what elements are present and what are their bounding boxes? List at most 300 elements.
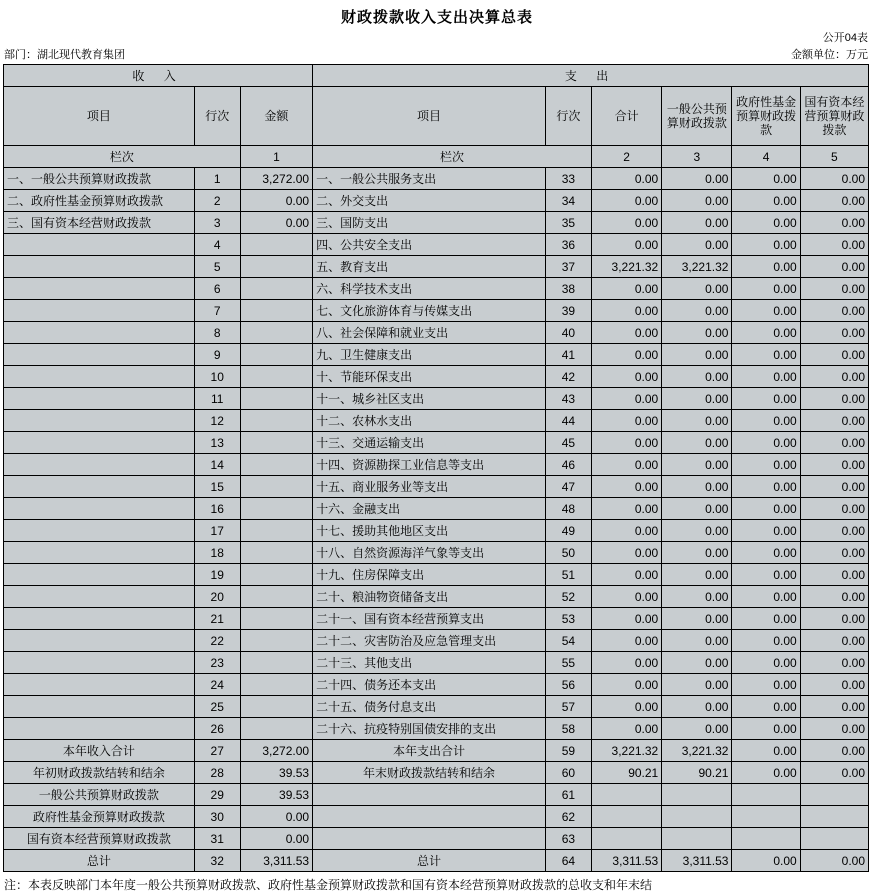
income-amount-cell bbox=[240, 410, 312, 432]
income-amount-cell bbox=[240, 564, 312, 586]
expend-item-cell: 二、外交支出 bbox=[313, 190, 546, 212]
expend-rowno-cell: 57 bbox=[545, 696, 591, 718]
expend-general-cell: 0.00 bbox=[662, 542, 732, 564]
expend-item-cell: 本年支出合计 bbox=[313, 740, 546, 762]
table-row bbox=[4, 542, 869, 564]
expend-total-cell: 3,311.53 bbox=[592, 850, 662, 872]
expend-rowno-cell: 42 bbox=[545, 366, 591, 388]
expend-fund-cell: 0.00 bbox=[732, 322, 800, 344]
income-amount-cell bbox=[240, 718, 312, 740]
table-row bbox=[4, 388, 869, 410]
expend-capital-cell: 0.00 bbox=[800, 278, 868, 300]
expend-general-cell: 0.00 bbox=[662, 564, 732, 586]
expend-fund-cell: 0.00 bbox=[732, 564, 800, 586]
income-rowno-cell: 13 bbox=[194, 432, 240, 454]
expend-fund-cell bbox=[732, 828, 800, 850]
expend-item-cell: 二十六、抗疫特别国债安排的支出 bbox=[313, 718, 546, 740]
table-row bbox=[4, 740, 869, 762]
income-amount-cell bbox=[240, 388, 312, 410]
income-amount-cell: 0.00 bbox=[240, 212, 312, 234]
expend-rowno-cell: 54 bbox=[545, 630, 591, 652]
table-row bbox=[4, 718, 869, 740]
col-header-expend-item: 项目 bbox=[313, 87, 546, 146]
income-rowno-cell: 6 bbox=[194, 278, 240, 300]
income-rowno-cell: 20 bbox=[194, 586, 240, 608]
expend-capital-cell: 0.00 bbox=[800, 718, 868, 740]
expend-fund-cell: 0.00 bbox=[732, 212, 800, 234]
income-amount-cell bbox=[240, 696, 312, 718]
income-rowno-cell: 4 bbox=[194, 234, 240, 256]
expend-rowno-cell: 52 bbox=[545, 586, 591, 608]
expend-general-cell: 3,221.32 bbox=[662, 740, 732, 762]
expend-item-cell: 八、社会保障和就业支出 bbox=[313, 322, 546, 344]
table-row bbox=[4, 168, 869, 190]
income-rowno-cell: 22 bbox=[194, 630, 240, 652]
expend-total-cell: 0.00 bbox=[592, 674, 662, 696]
table-row bbox=[4, 432, 869, 454]
expend-fund-cell: 0.00 bbox=[732, 630, 800, 652]
income-rowno-cell: 19 bbox=[194, 564, 240, 586]
expend-rowno-cell: 56 bbox=[545, 674, 591, 696]
expend-col-label: 栏次 bbox=[313, 146, 592, 168]
expend-total-cell: 0.00 bbox=[592, 322, 662, 344]
income-item-cell bbox=[4, 432, 195, 454]
expend-capital-cell: 0.00 bbox=[800, 850, 868, 872]
income-item-cell: 政府性基金预算财政拨款 bbox=[4, 806, 195, 828]
income-amount-cell bbox=[240, 278, 312, 300]
department-label: 部门：湖北现代教育集团 bbox=[4, 49, 125, 61]
income-amount-cell bbox=[240, 652, 312, 674]
income-item-cell: 三、国有资本经营财政拨款 bbox=[4, 212, 195, 234]
income-rowno-cell: 24 bbox=[194, 674, 240, 696]
expend-general-cell: 90.21 bbox=[662, 762, 732, 784]
expend-item-cell: 六、科学技术支出 bbox=[313, 278, 546, 300]
expend-col-4: 4 bbox=[732, 146, 800, 168]
expend-capital-cell: 0.00 bbox=[800, 762, 868, 784]
expend-fund-cell: 0.00 bbox=[732, 388, 800, 410]
income-amount-cell bbox=[240, 520, 312, 542]
income-item-cell: 本年收入合计 bbox=[4, 740, 195, 762]
income-item-cell bbox=[4, 542, 195, 564]
expend-capital-cell: 0.00 bbox=[800, 432, 868, 454]
meta-row bbox=[0, 46, 874, 64]
table-body bbox=[4, 168, 869, 872]
income-item-cell bbox=[4, 696, 195, 718]
expend-item-cell: 十二、农林水支出 bbox=[313, 410, 546, 432]
income-rowno-cell: 3 bbox=[194, 212, 240, 234]
expend-total-cell: 0.00 bbox=[592, 168, 662, 190]
expend-rowno-cell: 63 bbox=[545, 828, 591, 850]
income-rowno-cell: 21 bbox=[194, 608, 240, 630]
income-item-cell bbox=[4, 718, 195, 740]
expend-rowno-cell: 64 bbox=[545, 850, 591, 872]
unit-label: 金额单位：万元 bbox=[791, 49, 868, 61]
expend-item-cell bbox=[313, 784, 546, 806]
expend-fund-cell: 0.00 bbox=[732, 300, 800, 322]
income-rowno-cell: 18 bbox=[194, 542, 240, 564]
expend-item-cell: 二十五、债务付息支出 bbox=[313, 696, 546, 718]
expend-capital-cell: 0.00 bbox=[800, 410, 868, 432]
income-item-cell: 一、一般公共预算财政拨款 bbox=[4, 168, 195, 190]
expend-total-cell: 0.00 bbox=[592, 344, 662, 366]
col-header-expend-fund: 政府性基金预算财政拨款 bbox=[732, 87, 800, 146]
expend-total-cell: 0.00 bbox=[592, 454, 662, 476]
expend-rowno-cell: 51 bbox=[545, 564, 591, 586]
income-item-cell bbox=[4, 234, 195, 256]
table-row bbox=[4, 234, 869, 256]
col-header-income-item: 项目 bbox=[4, 87, 195, 146]
expend-capital-cell: 0.00 bbox=[800, 212, 868, 234]
table-row bbox=[4, 608, 869, 630]
income-item-cell bbox=[4, 586, 195, 608]
expend-capital-cell: 0.00 bbox=[800, 344, 868, 366]
expend-item-cell: 十七、援助其他地区支出 bbox=[313, 520, 546, 542]
expend-col-5: 5 bbox=[800, 146, 868, 168]
expend-rowno-cell: 49 bbox=[545, 520, 591, 542]
expend-general-cell: 0.00 bbox=[662, 388, 732, 410]
expend-general-cell bbox=[662, 784, 732, 806]
expend-total-cell: 0.00 bbox=[592, 718, 662, 740]
column-header-row bbox=[4, 87, 869, 146]
income-rowno-cell: 28 bbox=[194, 762, 240, 784]
income-col-1: 1 bbox=[240, 146, 312, 168]
expend-rowno-cell: 35 bbox=[545, 212, 591, 234]
income-amount-cell bbox=[240, 300, 312, 322]
expend-total-cell bbox=[592, 806, 662, 828]
table-row bbox=[4, 212, 869, 234]
expend-rowno-cell: 43 bbox=[545, 388, 591, 410]
expend-rowno-cell: 53 bbox=[545, 608, 591, 630]
table-row bbox=[4, 498, 869, 520]
income-rowno-cell: 15 bbox=[194, 476, 240, 498]
expend-fund-cell: 0.00 bbox=[732, 432, 800, 454]
expend-general-cell: 0.00 bbox=[662, 520, 732, 542]
expend-general-cell bbox=[662, 806, 732, 828]
expend-rowno-cell: 59 bbox=[545, 740, 591, 762]
expend-rowno-cell: 34 bbox=[545, 190, 591, 212]
table-row bbox=[4, 344, 869, 366]
expend-fund-cell: 0.00 bbox=[732, 366, 800, 388]
income-amount-cell bbox=[240, 586, 312, 608]
expend-fund-cell: 0.00 bbox=[732, 344, 800, 366]
expend-general-cell: 0.00 bbox=[662, 674, 732, 696]
expend-fund-cell: 0.00 bbox=[732, 762, 800, 784]
expend-rowno-cell: 36 bbox=[545, 234, 591, 256]
income-amount-cell: 3,272.00 bbox=[240, 168, 312, 190]
expend-rowno-cell: 61 bbox=[545, 784, 591, 806]
expend-fund-cell: 0.00 bbox=[732, 850, 800, 872]
expend-total-cell: 0.00 bbox=[592, 410, 662, 432]
table-row bbox=[4, 322, 869, 344]
expend-item-cell: 十一、城乡社区支出 bbox=[313, 388, 546, 410]
table-row bbox=[4, 586, 869, 608]
expend-fund-cell: 0.00 bbox=[732, 234, 800, 256]
expend-item-cell: 十九、住房保障支出 bbox=[313, 564, 546, 586]
expend-capital-cell: 0.00 bbox=[800, 454, 868, 476]
expend-capital-cell: 0.00 bbox=[800, 366, 868, 388]
table-note: 注：本表反映部门本年度一般公共预算财政拨款、政府性基金预算财政拨款和国有资本经营预算财政拨款的总收支和年末结 bbox=[4, 878, 653, 892]
expend-total-cell: 0.00 bbox=[592, 542, 662, 564]
expend-general-cell: 0.00 bbox=[662, 168, 732, 190]
expend-total-cell: 0.00 bbox=[592, 432, 662, 454]
income-item-cell bbox=[4, 454, 195, 476]
expend-general-cell: 0.00 bbox=[662, 234, 732, 256]
expend-general-cell: 0.00 bbox=[662, 498, 732, 520]
expend-total-cell: 90.21 bbox=[592, 762, 662, 784]
expend-capital-cell: 0.00 bbox=[800, 674, 868, 696]
income-amount-cell: 0.00 bbox=[240, 806, 312, 828]
income-item-cell bbox=[4, 388, 195, 410]
expend-item-cell: 二十四、债务还本支出 bbox=[313, 674, 546, 696]
expend-item-cell: 九、卫生健康支出 bbox=[313, 344, 546, 366]
expend-general-cell: 0.00 bbox=[662, 718, 732, 740]
expend-total-cell: 3,221.32 bbox=[592, 740, 662, 762]
col-header-expend-general: 一般公共预算财政拨款 bbox=[662, 87, 732, 146]
expend-fund-cell: 0.00 bbox=[732, 740, 800, 762]
expend-total-cell: 0.00 bbox=[592, 300, 662, 322]
expend-capital-cell: 0.00 bbox=[800, 190, 868, 212]
income-rowno-cell: 31 bbox=[194, 828, 240, 850]
expend-item-cell: 一、一般公共服务支出 bbox=[313, 168, 546, 190]
table-row bbox=[4, 564, 869, 586]
expend-fund-cell: 0.00 bbox=[732, 476, 800, 498]
expend-total-cell: 0.00 bbox=[592, 564, 662, 586]
expend-rowno-cell: 44 bbox=[545, 410, 591, 432]
expend-fund-cell: 0.00 bbox=[732, 256, 800, 278]
table-row bbox=[4, 256, 869, 278]
expend-total-cell: 0.00 bbox=[592, 190, 662, 212]
income-rowno-cell: 17 bbox=[194, 520, 240, 542]
expend-fund-cell: 0.00 bbox=[732, 652, 800, 674]
expend-capital-cell: 0.00 bbox=[800, 168, 868, 190]
expend-fund-cell bbox=[732, 784, 800, 806]
income-rowno-cell: 10 bbox=[194, 366, 240, 388]
expend-item-cell: 十六、金融支出 bbox=[313, 498, 546, 520]
income-item-cell: 一般公共预算财政拨款 bbox=[4, 784, 195, 806]
expend-general-cell: 3,311.53 bbox=[662, 850, 732, 872]
income-rowno-cell: 14 bbox=[194, 454, 240, 476]
expend-general-cell: 0.00 bbox=[662, 454, 732, 476]
income-amount-cell bbox=[240, 608, 312, 630]
income-amount-cell: 0.00 bbox=[240, 828, 312, 850]
expend-capital-cell bbox=[800, 784, 868, 806]
expend-group-header: 支 出 bbox=[313, 65, 869, 87]
expend-col-3: 3 bbox=[662, 146, 732, 168]
expend-general-cell: 0.00 bbox=[662, 608, 732, 630]
form-code: 公开04表 bbox=[822, 32, 868, 44]
income-item-cell bbox=[4, 300, 195, 322]
income-item-cell: 总计 bbox=[4, 850, 195, 872]
income-amount-cell bbox=[240, 234, 312, 256]
expend-fund-cell: 0.00 bbox=[732, 608, 800, 630]
expend-rowno-cell: 55 bbox=[545, 652, 591, 674]
expend-fund-cell: 0.00 bbox=[732, 520, 800, 542]
expend-capital-cell: 0.00 bbox=[800, 608, 868, 630]
expend-fund-cell: 0.00 bbox=[732, 542, 800, 564]
expend-total-cell: 0.00 bbox=[592, 278, 662, 300]
expend-total-cell: 0.00 bbox=[592, 630, 662, 652]
income-amount-cell bbox=[240, 476, 312, 498]
income-amount-cell bbox=[240, 344, 312, 366]
income-amount-cell bbox=[240, 674, 312, 696]
income-item-cell bbox=[4, 498, 195, 520]
expend-rowno-cell: 46 bbox=[545, 454, 591, 476]
expend-capital-cell: 0.00 bbox=[800, 630, 868, 652]
income-rowno-cell: 8 bbox=[194, 322, 240, 344]
expend-rowno-cell: 39 bbox=[545, 300, 591, 322]
expend-fund-cell: 0.00 bbox=[732, 696, 800, 718]
income-rowno-cell: 9 bbox=[194, 344, 240, 366]
expend-general-cell: 0.00 bbox=[662, 322, 732, 344]
table-row bbox=[4, 784, 869, 806]
expend-fund-cell: 0.00 bbox=[732, 718, 800, 740]
expend-item-cell: 二十、粮油物资储备支出 bbox=[313, 586, 546, 608]
expend-item-cell: 十五、商业服务业等支出 bbox=[313, 476, 546, 498]
expend-capital-cell: 0.00 bbox=[800, 300, 868, 322]
expend-capital-cell bbox=[800, 806, 868, 828]
table-row bbox=[4, 278, 869, 300]
expend-capital-cell: 0.00 bbox=[800, 564, 868, 586]
expend-fund-cell: 0.00 bbox=[732, 586, 800, 608]
expend-capital-cell: 0.00 bbox=[800, 696, 868, 718]
income-col-label: 栏次 bbox=[4, 146, 241, 168]
income-rowno-cell: 12 bbox=[194, 410, 240, 432]
income-item-cell bbox=[4, 674, 195, 696]
table-row bbox=[4, 366, 869, 388]
expend-total-cell: 0.00 bbox=[592, 234, 662, 256]
income-item-cell: 国有资本经营预算财政拨款 bbox=[4, 828, 195, 850]
income-amount-cell bbox=[240, 542, 312, 564]
income-item-cell: 二、政府性基金预算财政拨款 bbox=[4, 190, 195, 212]
expend-item-cell: 二十二、灾害防治及应急管理支出 bbox=[313, 630, 546, 652]
income-item-cell bbox=[4, 256, 195, 278]
income-amount-cell bbox=[240, 630, 312, 652]
expend-item-cell: 十四、资源勘探工业信息等支出 bbox=[313, 454, 546, 476]
expend-item-cell: 年末财政拨款结转和结余 bbox=[313, 762, 546, 784]
expend-general-cell: 0.00 bbox=[662, 476, 732, 498]
income-amount-cell: 39.53 bbox=[240, 784, 312, 806]
income-item-cell bbox=[4, 278, 195, 300]
expend-fund-cell: 0.00 bbox=[732, 674, 800, 696]
income-rowno-cell: 30 bbox=[194, 806, 240, 828]
expend-total-cell: 0.00 bbox=[592, 212, 662, 234]
expend-fund-cell bbox=[732, 806, 800, 828]
income-item-cell bbox=[4, 410, 195, 432]
expend-total-cell: 0.00 bbox=[592, 388, 662, 410]
income-amount-cell bbox=[240, 366, 312, 388]
income-rowno-cell: 23 bbox=[194, 652, 240, 674]
col-header-expend-total: 合计 bbox=[592, 87, 662, 146]
expend-fund-cell: 0.00 bbox=[732, 190, 800, 212]
expend-item-cell: 总计 bbox=[313, 850, 546, 872]
expend-capital-cell: 0.00 bbox=[800, 520, 868, 542]
expend-total-cell: 0.00 bbox=[592, 586, 662, 608]
income-rowno-cell: 7 bbox=[194, 300, 240, 322]
expend-general-cell: 0.00 bbox=[662, 630, 732, 652]
income-item-cell bbox=[4, 652, 195, 674]
expend-total-cell: 0.00 bbox=[592, 608, 662, 630]
income-rowno-cell: 5 bbox=[194, 256, 240, 278]
table-row bbox=[4, 520, 869, 542]
income-item-cell bbox=[4, 520, 195, 542]
expend-fund-cell: 0.00 bbox=[732, 168, 800, 190]
expend-capital-cell: 0.00 bbox=[800, 476, 868, 498]
expend-rowno-cell: 48 bbox=[545, 498, 591, 520]
expend-rowno-cell: 60 bbox=[545, 762, 591, 784]
expend-total-cell: 0.00 bbox=[592, 652, 662, 674]
col-header-expend-rowno: 行次 bbox=[545, 87, 591, 146]
expend-general-cell: 0.00 bbox=[662, 300, 732, 322]
income-rowno-cell: 29 bbox=[194, 784, 240, 806]
income-amount-cell bbox=[240, 256, 312, 278]
expend-general-cell bbox=[662, 828, 732, 850]
income-item-cell bbox=[4, 608, 195, 630]
table-row bbox=[4, 828, 869, 850]
income-amount-cell bbox=[240, 322, 312, 344]
expend-capital-cell: 0.00 bbox=[800, 234, 868, 256]
expend-rowno-cell: 41 bbox=[545, 344, 591, 366]
expend-total-cell bbox=[592, 828, 662, 850]
expend-total-cell: 3,221.32 bbox=[592, 256, 662, 278]
expend-item-cell: 七、文化旅游体育与传媒支出 bbox=[313, 300, 546, 322]
expend-item-cell bbox=[313, 806, 546, 828]
income-rowno-cell: 25 bbox=[194, 696, 240, 718]
expend-capital-cell bbox=[800, 828, 868, 850]
income-rowno-cell: 32 bbox=[194, 850, 240, 872]
expend-item-cell: 二十一、国有资本经营预算支出 bbox=[313, 608, 546, 630]
expend-general-cell: 0.00 bbox=[662, 652, 732, 674]
expend-capital-cell: 0.00 bbox=[800, 498, 868, 520]
income-group-header: 收 入 bbox=[4, 65, 313, 87]
income-item-cell bbox=[4, 366, 195, 388]
expend-general-cell: 3,221.32 bbox=[662, 256, 732, 278]
table-row bbox=[4, 410, 869, 432]
expend-capital-cell: 0.00 bbox=[800, 388, 868, 410]
col-header-expend-capital: 国有资本经营预算财政拨款 bbox=[800, 87, 868, 146]
expend-general-cell: 0.00 bbox=[662, 212, 732, 234]
expend-total-cell bbox=[592, 784, 662, 806]
table-row bbox=[4, 762, 869, 784]
expend-fund-cell: 0.00 bbox=[732, 498, 800, 520]
income-amount-cell: 0.00 bbox=[240, 190, 312, 212]
table-row bbox=[4, 300, 869, 322]
expend-general-cell: 0.00 bbox=[662, 366, 732, 388]
table-row bbox=[4, 476, 869, 498]
expend-total-cell: 0.00 bbox=[592, 696, 662, 718]
income-item-cell bbox=[4, 476, 195, 498]
income-rowno-cell: 2 bbox=[194, 190, 240, 212]
col-header-income-amount: 金额 bbox=[240, 87, 312, 146]
income-item-cell: 年初财政拨款结转和结余 bbox=[4, 762, 195, 784]
income-amount-cell bbox=[240, 498, 312, 520]
expend-item-cell: 五、教育支出 bbox=[313, 256, 546, 278]
expend-total-cell: 0.00 bbox=[592, 520, 662, 542]
expend-fund-cell: 0.00 bbox=[732, 454, 800, 476]
income-amount-cell: 39.53 bbox=[240, 762, 312, 784]
income-item-cell bbox=[4, 564, 195, 586]
page-title: 财政拨款收入支出决算总表 bbox=[340, 9, 533, 26]
expend-fund-cell: 0.00 bbox=[732, 410, 800, 432]
col-header-income-rowno: 行次 bbox=[194, 87, 240, 146]
income-rowno-cell: 11 bbox=[194, 388, 240, 410]
expend-general-cell: 0.00 bbox=[662, 278, 732, 300]
expend-rowno-cell: 50 bbox=[545, 542, 591, 564]
expend-general-cell: 0.00 bbox=[662, 344, 732, 366]
group-header-row bbox=[4, 65, 869, 87]
income-rowno-cell: 26 bbox=[194, 718, 240, 740]
expend-capital-cell: 0.00 bbox=[800, 586, 868, 608]
expend-total-cell: 0.00 bbox=[592, 498, 662, 520]
